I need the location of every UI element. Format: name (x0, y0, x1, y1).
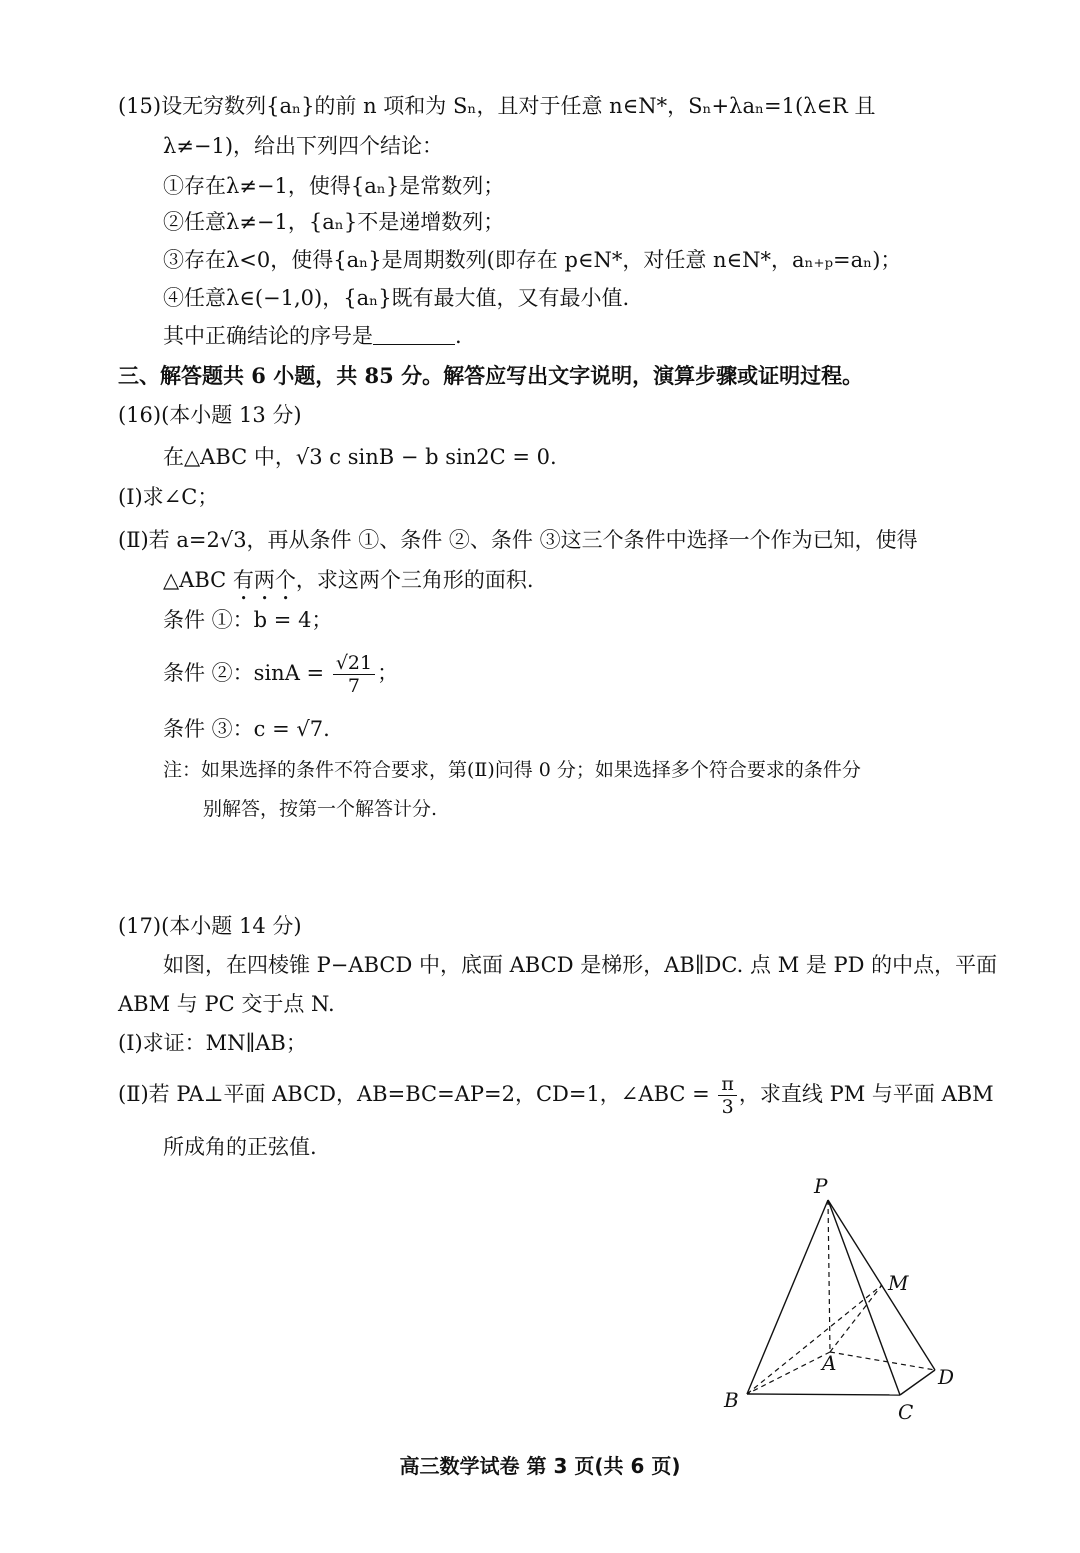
edge-BC (747, 1394, 900, 1395)
q16-condition-3: 条件 ③：c = √7. (163, 717, 330, 741)
label-M: M (888, 1271, 909, 1295)
q15-conclusion-2: ②任意λ≠−1，{aₙ}不是递增数列； (163, 210, 505, 234)
q16-note-line2: 别解答，按第一个解答计分. (203, 798, 438, 820)
q15-ask (163, 322, 462, 350)
edge-AB (747, 1352, 830, 1394)
q17-p2-post: ，求直线 PM 与平面 ABM (738, 1082, 994, 1106)
label-P: P (814, 1174, 828, 1198)
section-3-heading: 三、解答题共 6 小题，共 85 分。解答应写出文字说明，演算步骤或证明过程。 (118, 363, 864, 388)
q17-stem-line1: 如图，在四棱锥 P−ABCD 中，底面 ABCD 是梯形，AB∥DC. 点 M 是 PD 的中点，平面 (163, 953, 998, 977)
q15-line1: (15)设无穷数列{aₙ}的前 n 项和为 Sₙ，且对于任意 n∈N*，Sₙ+λaₙ=1(λ∈R 且 (118, 94, 876, 118)
q15-line2: λ≠−1)，给出下列四个结论： (163, 134, 444, 158)
q17-p2-pre: (Ⅱ)若 PA⊥平面 ABCD，AB=BC=AP=2，CD=1，∠ABC = (118, 1082, 710, 1106)
fraction-denominator: 3 (721, 1096, 734, 1118)
pyramid-figure (710, 1170, 980, 1430)
q15-conclusion-1: ①存在λ≠−1，使得{aₙ}是常数列； (163, 174, 505, 198)
q16-emphasis-text: 有两个 (232, 568, 296, 592)
q17-head: (17)(本小题 14 分) (118, 914, 302, 938)
q15-conclusion-4: ④任意λ∈(−1,0)，{aₙ}既有最大值，又有最小值. (163, 286, 630, 310)
label-A: A (822, 1351, 837, 1375)
q16-stem: 在△ABC 中，√3 c sinB − b sin2C = 0. (163, 445, 557, 469)
q16-condition-2 (163, 645, 398, 701)
edge-AD (830, 1352, 935, 1370)
fraction-numerator: √21 (333, 652, 375, 675)
q16-note-line1: 注：如果选择的条件不符合要求，第(Ⅱ)问得 0 分；如果选择多个符合要求的条件分 (163, 759, 861, 781)
edge-BM (747, 1285, 882, 1394)
fraction-pi-over-3 (718, 1073, 737, 1118)
q15-ask-end: . (455, 324, 462, 348)
page-footer: 高三数学试卷 第 3 页(共 6 页) (399, 1454, 681, 1478)
q15-ask-text: 其中正确结论的序号是 (163, 324, 373, 348)
edge-AM (830, 1285, 882, 1352)
q16-cond2-pre: 条件 ②：sinA = (163, 661, 325, 685)
q17-stem-line2: ABM 与 PC 交于点 N. (118, 992, 335, 1016)
edge-CD (900, 1370, 935, 1395)
label-C: C (898, 1400, 914, 1424)
q16-cond2-post: ； (377, 661, 399, 685)
q16-part-2b (163, 566, 534, 605)
q17-part-2b: 所成角的正弦值. (163, 1135, 317, 1159)
answer-blank (373, 324, 455, 345)
q16-part-2b-post: ，求这两个三角形的面积. (295, 568, 534, 592)
fraction-sqrt21-over-7 (333, 652, 375, 697)
q16-part-2b-pre: △ABC (163, 568, 233, 592)
fraction-denominator: 7 (347, 675, 361, 697)
label-B: B (724, 1388, 739, 1412)
q15-conclusion-3: ③存在λ<0，使得{aₙ}是周期数列(即存在 p∈N*，对任意 n∈N*，aₙ₊ₚ=aₙ)； (163, 248, 902, 272)
q16-condition-1: 条件 ①：b = 4； (163, 608, 333, 632)
q16-head: (16)(本小题 13 分) (118, 403, 302, 427)
edge-PB (747, 1200, 828, 1394)
q17-part-1: (Ⅰ)求证：MN∥AB； (118, 1031, 307, 1055)
q16-part-2a: (Ⅱ)若 a=2√3，再从条件 ①、条件 ②、条件 ③这三个条件中选择一个作为已知，使得 (118, 528, 918, 552)
label-D: D (938, 1365, 955, 1389)
q17-part-2 (118, 1066, 994, 1122)
fraction-numerator: π (718, 1073, 737, 1096)
q16-part-1: (Ⅰ)求∠C； (118, 485, 219, 509)
edge-PA (828, 1200, 830, 1352)
